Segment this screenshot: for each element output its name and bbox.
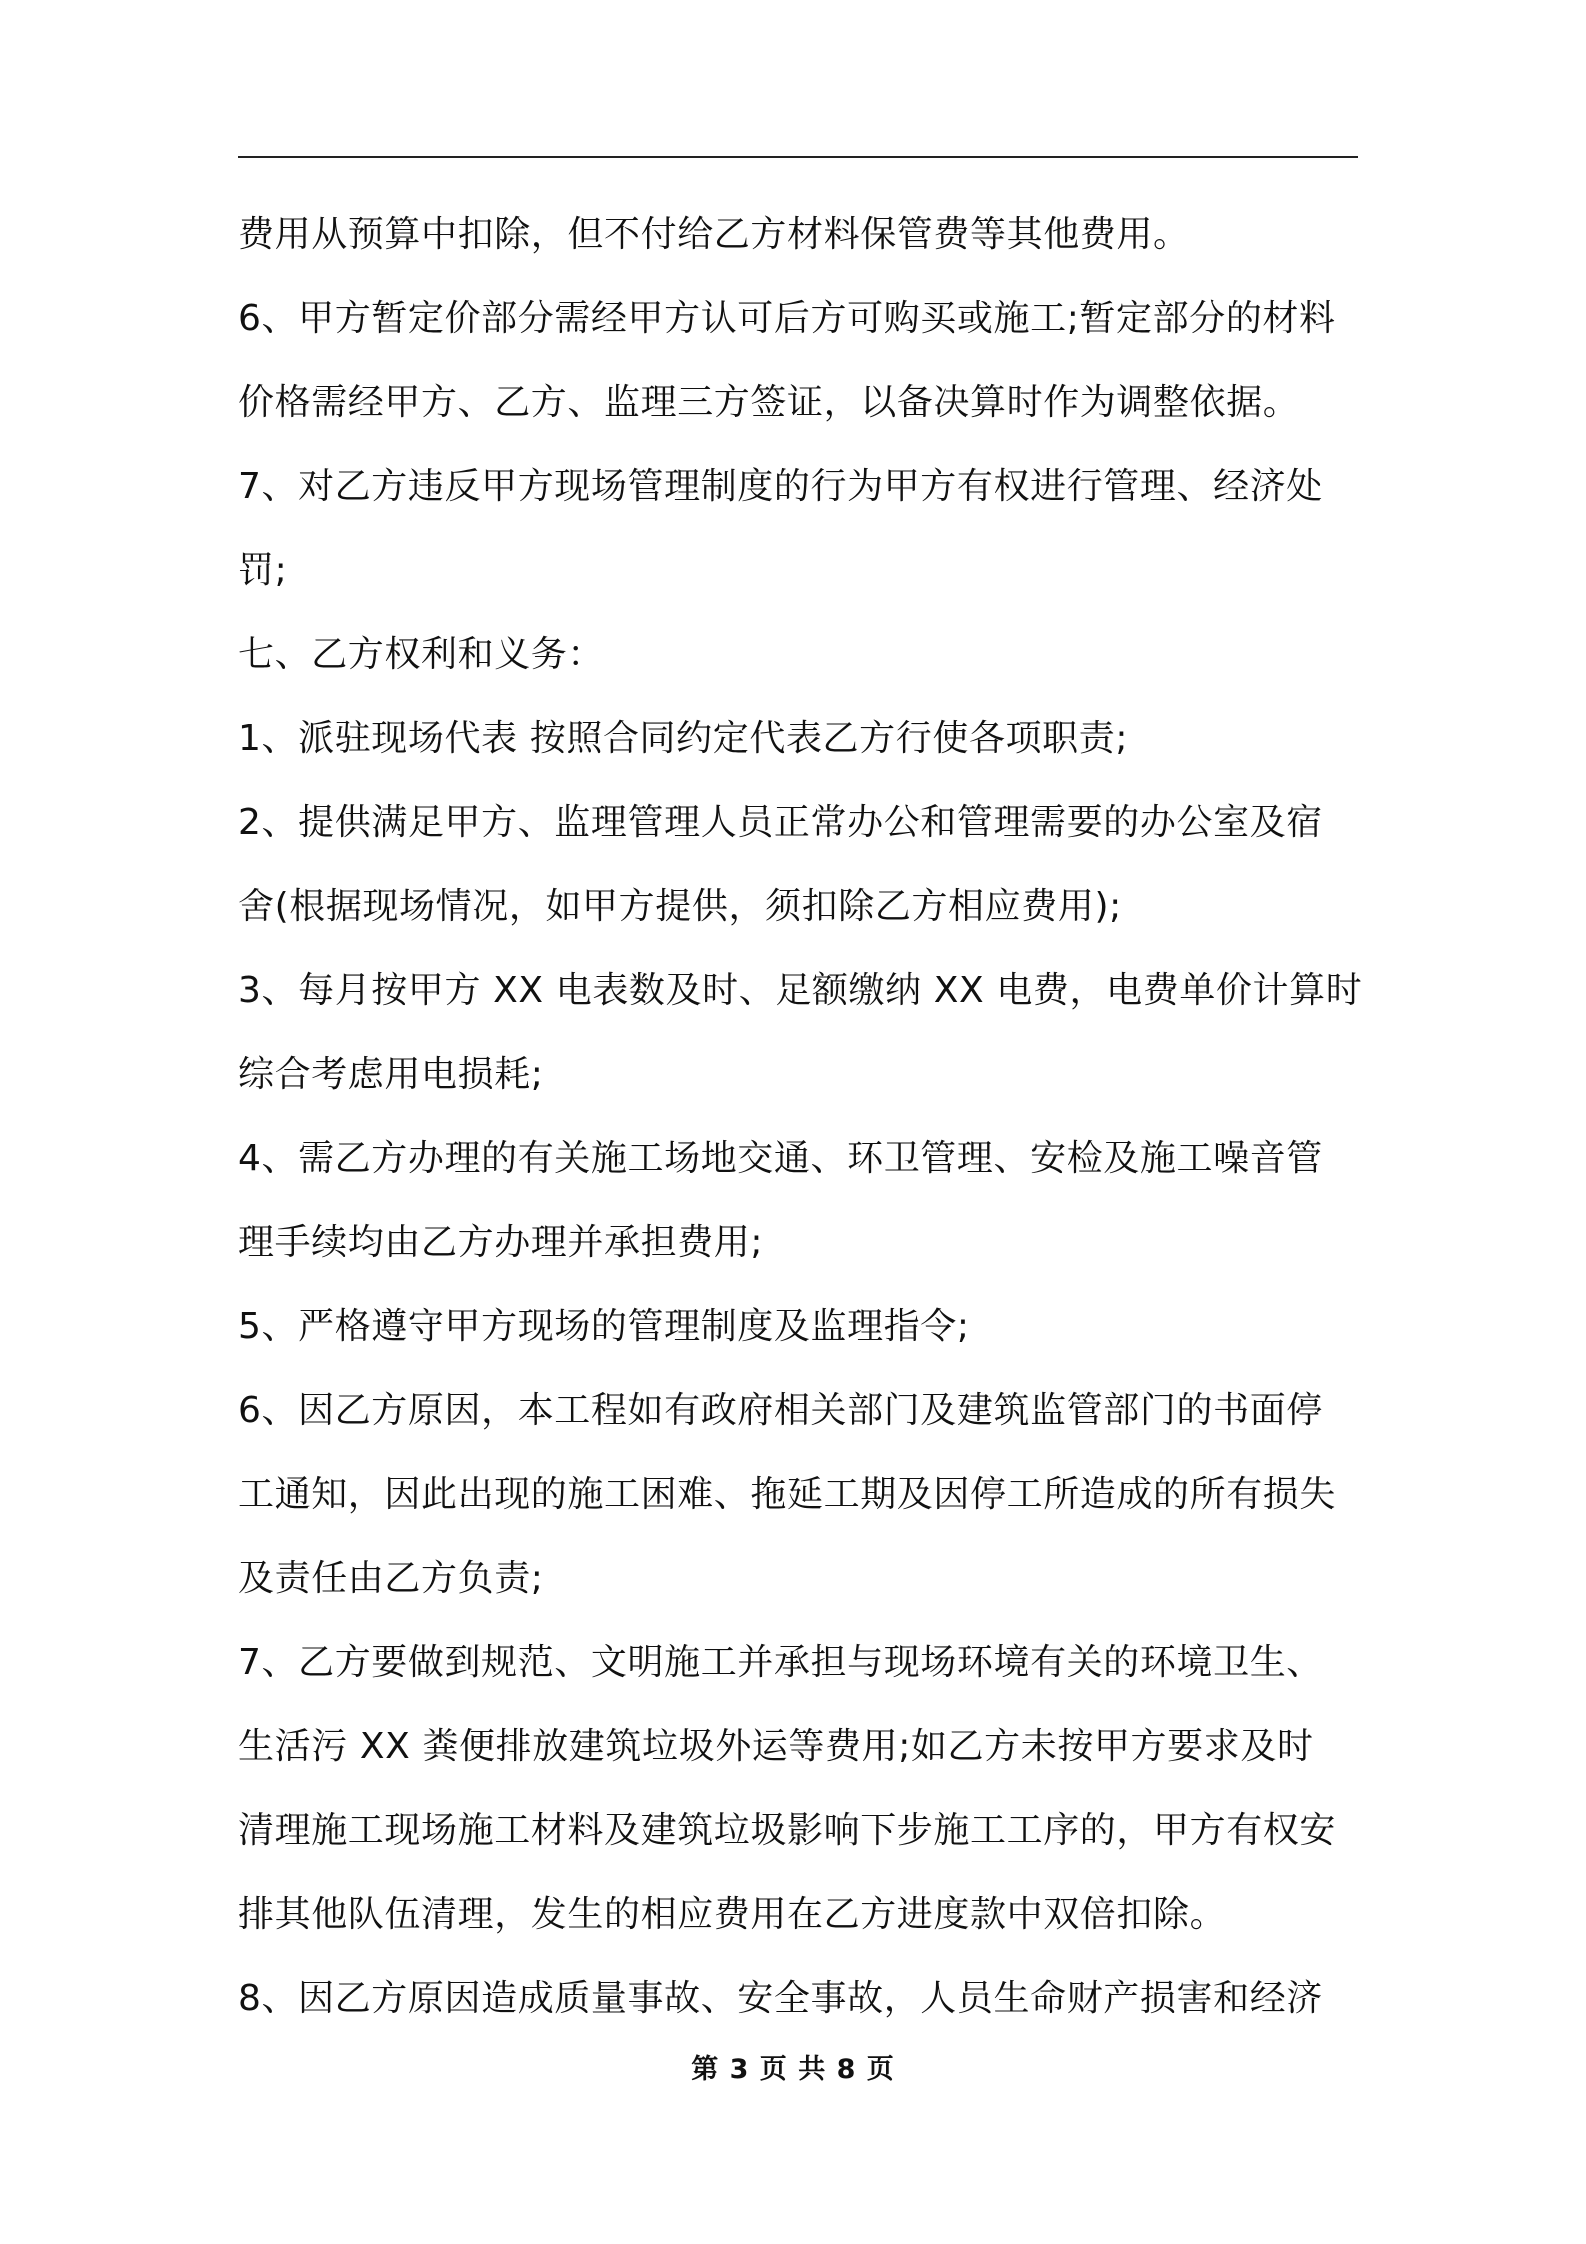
text-line: 8、因乙方原因造成质量事故、安全事故，人员生命财产损害和经济 [238,1978,1323,2019]
text-line: 6、甲方暂定价部分需经甲方认可后方可购买或施工;暂定部分的材料 [238,298,1336,339]
text-line: 理手续均由乙方办理并承担费用; [238,1222,764,1263]
text-line: 生活污 XX 粪便排放建筑垃圾外运等费用;如乙方未按甲方要求及时 [238,1726,1314,1767]
text-line: 价格需经甲方、乙方、监理三方签证，以备决算时作为调整依据。 [238,382,1300,423]
text-line: 4、需乙方办理的有关施工场地交通、环卫管理、安检及施工噪音管 [238,1138,1323,1179]
text-line: 及责任由乙方负责; [238,1558,544,1599]
text-line: 综合考虑用电损耗; [238,1054,544,1095]
text-line: 1、派驻现场代表 按照合同约定代表乙方行使各项职责; [238,718,1129,759]
header-rule [238,156,1358,158]
page-number: 第 3 页 共 8 页 [691,2054,895,2085]
text-line: 清理施工现场施工材料及建筑垃圾影响下步施工工序的，甲方有权安 [238,1810,1337,1851]
text-line: 费用从预算中扣除，但不付给乙方材料保管费等其他费用。 [238,214,1190,255]
text-line: 舍(根据现场情况，如甲方提供，须扣除乙方相应费用); [238,886,1122,927]
section-heading: 七、乙方权利和义务： [238,634,605,675]
text-line: 6、因乙方原因，本工程如有政府相关部门及建筑监管部门的书面停 [238,1390,1323,1431]
document-body [238,193,1363,2041]
text-line: 排其他队伍清理，发生的相应费用在乙方进度款中双倍扣除。 [238,1894,1227,1935]
text-line: 7、乙方要做到规范、文明施工并承担与现场环境有关的环境卫生、 [238,1642,1323,1683]
text-line: 工通知，因此出现的施工困难、拖延工期及因停工所造成的所有损失 [238,1474,1337,1515]
text-line: 3、每月按甲方 XX 电表数及时、足额缴纳 XX 电费，电费单价计算时 [238,970,1363,1011]
text-line: 罚; [238,550,288,591]
text-line: 5、严格遵守甲方现场的管理制度及监理指令; [238,1306,970,1347]
text-line: 7、对乙方违反甲方现场管理制度的行为甲方有权进行管理、经济处 [238,466,1323,507]
text-line: 2、提供满足甲方、监理管理人员正常办公和管理需要的办公室及宿 [238,802,1323,843]
